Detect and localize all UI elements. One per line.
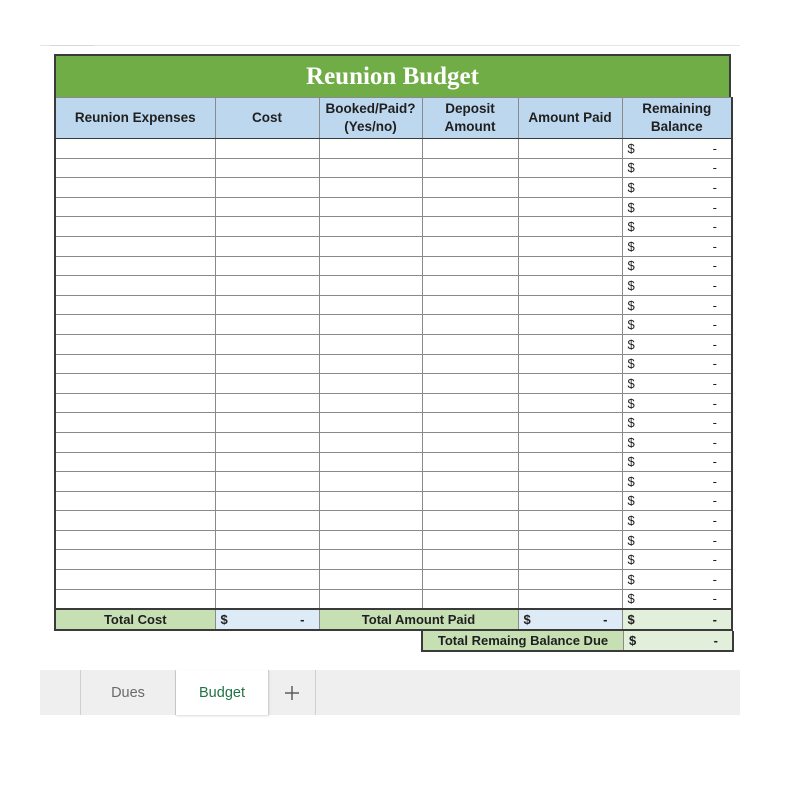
cell-remaining-balance[interactable] <box>622 158 732 178</box>
table-row <box>55 472 732 492</box>
cell-booked[interactable] <box>319 472 422 492</box>
header-amount-paid[interactable]: Amount Paid <box>518 98 622 139</box>
remaining-balance-amount: - <box>712 297 717 313</box>
cell-booked[interactable] <box>319 236 422 256</box>
table-row <box>55 334 732 354</box>
cell-deposit[interactable] <box>422 236 518 256</box>
cell-amount-paid[interactable] <box>518 589 622 609</box>
cell-expense[interactable] <box>55 589 215 609</box>
cell-cost[interactable] <box>215 432 319 452</box>
currency-symbol: $ <box>627 532 635 548</box>
cell-expense[interactable] <box>55 217 215 237</box>
cell-booked[interactable] <box>319 511 422 531</box>
remaining-balance-amount: - <box>712 160 717 176</box>
cell-expense[interactable] <box>55 432 215 452</box>
cell-cost[interactable] <box>215 472 319 492</box>
remaining-balance-amount: - <box>712 532 717 548</box>
cell-amount-paid[interactable] <box>518 354 622 374</box>
table-row <box>55 354 732 374</box>
cell-deposit[interactable] <box>422 432 518 452</box>
cell-remaining-balance[interactable] <box>622 589 732 609</box>
table-row <box>55 236 732 256</box>
currency-symbol: $ <box>627 473 635 489</box>
table-row <box>55 276 732 296</box>
cell-cost[interactable] <box>215 217 319 237</box>
add-sheet-button[interactable] <box>269 670 316 715</box>
cell-expense[interactable] <box>55 334 215 354</box>
table-row <box>55 197 732 217</box>
cell-expense[interactable] <box>55 276 215 296</box>
cell-cost[interactable] <box>215 413 319 433</box>
cell-expense[interactable] <box>55 511 215 531</box>
cell-cost[interactable] <box>215 452 319 472</box>
cell-deposit[interactable] <box>422 472 518 492</box>
currency-symbol: $ <box>627 415 635 431</box>
table-row <box>55 589 732 609</box>
cell-booked[interactable] <box>319 217 422 237</box>
cell-cost[interactable] <box>215 276 319 296</box>
cell-deposit[interactable] <box>422 158 518 178</box>
cell-deposit[interactable] <box>422 413 518 433</box>
currency-symbol: $ <box>627 571 635 587</box>
remaining-balance-amount: - <box>712 140 717 156</box>
tab-bar-spacer <box>40 670 81 715</box>
remaining-balance-amount: - <box>712 238 717 254</box>
cell-amount-paid[interactable] <box>518 315 622 335</box>
remaining-balance-amount: - <box>712 179 717 195</box>
cell-expense[interactable] <box>55 178 215 198</box>
cell-remaining-balance[interactable] <box>622 511 732 531</box>
tab-dues[interactable]: Dues <box>81 670 176 715</box>
cell-cost[interactable] <box>215 374 319 394</box>
remaining-balance-amount: - <box>712 375 717 391</box>
cell-amount-paid[interactable] <box>518 472 622 492</box>
currency-symbol: $ <box>627 454 635 470</box>
cell-amount-paid[interactable] <box>518 413 622 433</box>
currency-symbol: $ <box>627 317 635 333</box>
cell-booked[interactable] <box>319 158 422 178</box>
cell-remaining-balance[interactable] <box>622 217 732 237</box>
remaining-balance-amount: - <box>712 552 717 568</box>
remaining-balance-amount: - <box>712 454 717 470</box>
remaining-balance-amount: - <box>712 434 717 450</box>
cell-amount-paid[interactable] <box>518 295 622 315</box>
cell-remaining-balance[interactable] <box>622 354 732 374</box>
currency-symbol: $ <box>627 395 635 411</box>
cell-remaining-balance[interactable] <box>622 256 732 276</box>
table-row <box>55 550 732 570</box>
cell-amount-paid[interactable] <box>518 550 622 570</box>
cell-amount-paid[interactable] <box>518 236 622 256</box>
table-row <box>55 393 732 413</box>
cell-expense[interactable] <box>55 354 215 374</box>
table-row <box>55 530 732 550</box>
remaining-balance-amount: - <box>712 395 717 411</box>
remaining-balance-amount: - <box>712 473 717 489</box>
cell-booked[interactable] <box>319 589 422 609</box>
header-reunion-expenses[interactable]: Reunion Expenses <box>55 98 215 139</box>
table-row <box>55 217 732 237</box>
currency-symbol: $ <box>627 591 635 607</box>
cell-booked[interactable] <box>319 178 422 198</box>
cell-amount-paid[interactable] <box>518 570 622 590</box>
total-amount-paid-amount: - <box>603 612 608 628</box>
cell-remaining-balance[interactable] <box>622 570 732 590</box>
cell-expense[interactable] <box>55 452 215 472</box>
cell-booked[interactable] <box>319 491 422 511</box>
cell-amount-paid[interactable] <box>518 393 622 413</box>
cell-booked[interactable] <box>319 413 422 433</box>
cell-amount-paid[interactable] <box>518 217 622 237</box>
currency-symbol: $ <box>627 336 635 352</box>
cell-expense[interactable] <box>55 315 215 335</box>
cell-booked[interactable] <box>319 452 422 472</box>
cell-expense[interactable] <box>55 472 215 492</box>
cell-booked[interactable] <box>319 276 422 296</box>
total-cost-label[interactable]: Total Cost <box>55 609 215 630</box>
cell-cost[interactable] <box>215 530 319 550</box>
sheet-title[interactable]: Reunion Budget <box>54 54 731 97</box>
cell-remaining-balance[interactable] <box>622 276 732 296</box>
cell-booked[interactable] <box>319 530 422 550</box>
cell-cost[interactable] <box>215 256 319 276</box>
cell-booked[interactable] <box>319 256 422 276</box>
total-remaining-due-label[interactable]: Total Remaing Balance Due <box>423 631 624 650</box>
cell-remaining-balance[interactable] <box>622 295 732 315</box>
remaining-total-amount: - <box>712 612 717 628</box>
currency-symbol: $ <box>629 633 637 648</box>
cell-deposit[interactable] <box>422 374 518 394</box>
cell-cost[interactable] <box>215 178 319 198</box>
cell-booked[interactable] <box>319 570 422 590</box>
remaining-balance-amount: - <box>712 277 717 293</box>
cell-expense[interactable] <box>55 570 215 590</box>
remaining-balance-amount: - <box>712 219 717 235</box>
table-row <box>55 256 732 276</box>
cell-deposit[interactable] <box>422 276 518 296</box>
table-row <box>55 374 732 394</box>
cell-remaining-balance[interactable] <box>622 139 732 159</box>
cell-cost[interactable] <box>215 158 319 178</box>
budget-table <box>54 97 733 631</box>
remaining-total-value[interactable] <box>622 609 732 630</box>
cell-deposit[interactable] <box>422 315 518 335</box>
cell-expense[interactable] <box>55 393 215 413</box>
cell-amount-paid[interactable] <box>518 374 622 394</box>
cell-remaining-balance[interactable] <box>622 393 732 413</box>
cell-remaining-balance[interactable] <box>622 315 732 335</box>
cell-expense[interactable] <box>55 374 215 394</box>
cell-expense[interactable] <box>55 158 215 178</box>
cell-remaining-balance[interactable] <box>622 413 732 433</box>
cell-remaining-balance[interactable] <box>622 334 732 354</box>
remaining-balance-amount: - <box>712 415 717 431</box>
currency-symbol: $ <box>627 356 635 372</box>
remaining-balance-amount: - <box>712 493 717 509</box>
cell-cost[interactable] <box>215 491 319 511</box>
cell-cost[interactable] <box>215 354 319 374</box>
table-row <box>55 158 732 178</box>
cell-deposit[interactable] <box>422 217 518 237</box>
cell-remaining-balance[interactable] <box>622 452 732 472</box>
total-remaining-due-value[interactable] <box>624 631 732 650</box>
total-remaining-due-row <box>421 631 734 652</box>
cell-deposit[interactable] <box>422 511 518 531</box>
cell-remaining-balance[interactable] <box>622 472 732 492</box>
cell-expense[interactable] <box>55 491 215 511</box>
currency-symbol: $ <box>523 612 531 628</box>
cell-booked[interactable] <box>319 334 422 354</box>
cell-remaining-balance[interactable] <box>622 197 732 217</box>
cell-cost[interactable] <box>215 550 319 570</box>
cell-amount-paid[interactable] <box>518 491 622 511</box>
cell-deposit[interactable] <box>422 256 518 276</box>
cell-deposit[interactable] <box>422 334 518 354</box>
currency-symbol: $ <box>627 219 635 235</box>
cell-amount-paid[interactable] <box>518 432 622 452</box>
cell-cost[interactable] <box>215 197 319 217</box>
total-cost-amount: - <box>300 612 305 628</box>
table-row <box>55 491 732 511</box>
table-row <box>55 295 732 315</box>
total-amount-paid-value[interactable] <box>518 609 622 630</box>
plus-icon <box>284 685 300 701</box>
cell-booked[interactable] <box>319 550 422 570</box>
table-row <box>55 139 732 159</box>
total-remaining-due-amount: - <box>713 633 718 648</box>
currency-symbol: $ <box>627 493 635 509</box>
cell-deposit[interactable] <box>422 550 518 570</box>
table-row <box>55 432 732 452</box>
cell-expense[interactable] <box>55 295 215 315</box>
cell-booked[interactable] <box>319 139 422 159</box>
header-cost[interactable]: Cost <box>215 98 319 139</box>
sheet-tab-bar <box>40 670 740 715</box>
cell-deposit[interactable] <box>422 491 518 511</box>
cell-deposit[interactable] <box>422 139 518 159</box>
cell-booked[interactable] <box>319 315 422 335</box>
table-row <box>55 452 732 472</box>
cell-cost[interactable] <box>215 295 319 315</box>
cell-amount-paid[interactable] <box>518 530 622 550</box>
cell-amount-paid[interactable] <box>518 452 622 472</box>
remaining-balance-amount: - <box>712 258 717 274</box>
cell-amount-paid[interactable] <box>518 139 622 159</box>
currency-symbol: $ <box>627 179 635 195</box>
cell-deposit[interactable] <box>422 295 518 315</box>
remaining-balance-amount: - <box>712 317 717 333</box>
table-row <box>55 511 732 531</box>
cell-deposit[interactable] <box>422 178 518 198</box>
header-booked-paid[interactable]: Booked/Paid? (Yes/no) <box>319 98 422 139</box>
cell-expense[interactable] <box>55 139 215 159</box>
cell-remaining-balance[interactable] <box>622 530 732 550</box>
cell-cost[interactable] <box>215 511 319 531</box>
cell-expense[interactable] <box>55 256 215 276</box>
cell-cost[interactable] <box>215 139 319 159</box>
cell-cost[interactable] <box>215 570 319 590</box>
currency-symbol: $ <box>220 612 228 628</box>
cell-expense[interactable] <box>55 197 215 217</box>
total-cost-value[interactable] <box>215 609 319 630</box>
cell-deposit[interactable] <box>422 393 518 413</box>
remaining-balance-amount: - <box>712 356 717 372</box>
currency-symbol: $ <box>627 375 635 391</box>
currency-symbol: $ <box>627 552 635 568</box>
remaining-balance-amount: - <box>712 571 717 587</box>
cell-cost[interactable] <box>215 589 319 609</box>
cell-cost[interactable] <box>215 236 319 256</box>
cell-cost[interactable] <box>215 334 319 354</box>
cell-expense[interactable] <box>55 413 215 433</box>
cell-expense[interactable] <box>55 550 215 570</box>
cell-amount-paid[interactable] <box>518 197 622 217</box>
cell-remaining-balance[interactable] <box>622 491 732 511</box>
table-row <box>55 178 732 198</box>
cell-expense[interactable] <box>55 530 215 550</box>
table-row <box>55 315 732 335</box>
cell-booked[interactable] <box>319 432 422 452</box>
cell-amount-paid[interactable] <box>518 276 622 296</box>
cell-amount-paid[interactable] <box>518 256 622 276</box>
remaining-balance-amount: - <box>712 513 717 529</box>
cell-deposit[interactable] <box>422 589 518 609</box>
cell-remaining-balance[interactable] <box>622 374 732 394</box>
remaining-balance-amount: - <box>712 336 717 352</box>
header-deposit-amount[interactable]: Deposit Amount <box>422 98 518 139</box>
cell-amount-paid[interactable] <box>518 511 622 531</box>
currency-symbol: $ <box>627 434 635 450</box>
cell-cost[interactable] <box>215 315 319 335</box>
sheet-corner <box>50 45 94 50</box>
table-row <box>55 413 732 433</box>
header-remaining-balance[interactable]: Remaining Balance <box>622 98 732 139</box>
cell-amount-paid[interactable] <box>518 178 622 198</box>
currency-symbol: $ <box>627 297 635 313</box>
tab-budget[interactable]: Budget <box>176 670 269 715</box>
cell-amount-paid[interactable] <box>518 158 622 178</box>
cell-booked[interactable] <box>319 295 422 315</box>
cell-remaining-balance[interactable] <box>622 178 732 198</box>
cell-deposit[interactable] <box>422 570 518 590</box>
cell-remaining-balance[interactable] <box>622 432 732 452</box>
currency-symbol: $ <box>627 258 635 274</box>
cell-deposit[interactable] <box>422 197 518 217</box>
cell-deposit[interactable] <box>422 452 518 472</box>
cell-remaining-balance[interactable] <box>622 236 732 256</box>
cell-booked[interactable] <box>319 197 422 217</box>
cell-cost[interactable] <box>215 393 319 413</box>
table-row <box>55 570 732 590</box>
currency-symbol: $ <box>627 199 635 215</box>
cell-deposit[interactable] <box>422 354 518 374</box>
currency-symbol: $ <box>627 140 635 156</box>
currency-symbol: $ <box>627 238 635 254</box>
currency-symbol: $ <box>627 277 635 293</box>
total-amount-paid-label[interactable]: Total Amount Paid <box>319 609 518 630</box>
cell-booked[interactable] <box>319 374 422 394</box>
cell-booked[interactable] <box>319 393 422 413</box>
cell-remaining-balance[interactable] <box>622 550 732 570</box>
currency-symbol: $ <box>627 160 635 176</box>
currency-symbol: $ <box>627 612 635 628</box>
currency-symbol: $ <box>627 513 635 529</box>
cell-deposit[interactable] <box>422 530 518 550</box>
remaining-balance-amount: - <box>712 591 717 607</box>
cell-expense[interactable] <box>55 236 215 256</box>
cell-amount-paid[interactable] <box>518 334 622 354</box>
cell-booked[interactable] <box>319 354 422 374</box>
remaining-balance-amount: - <box>712 199 717 215</box>
